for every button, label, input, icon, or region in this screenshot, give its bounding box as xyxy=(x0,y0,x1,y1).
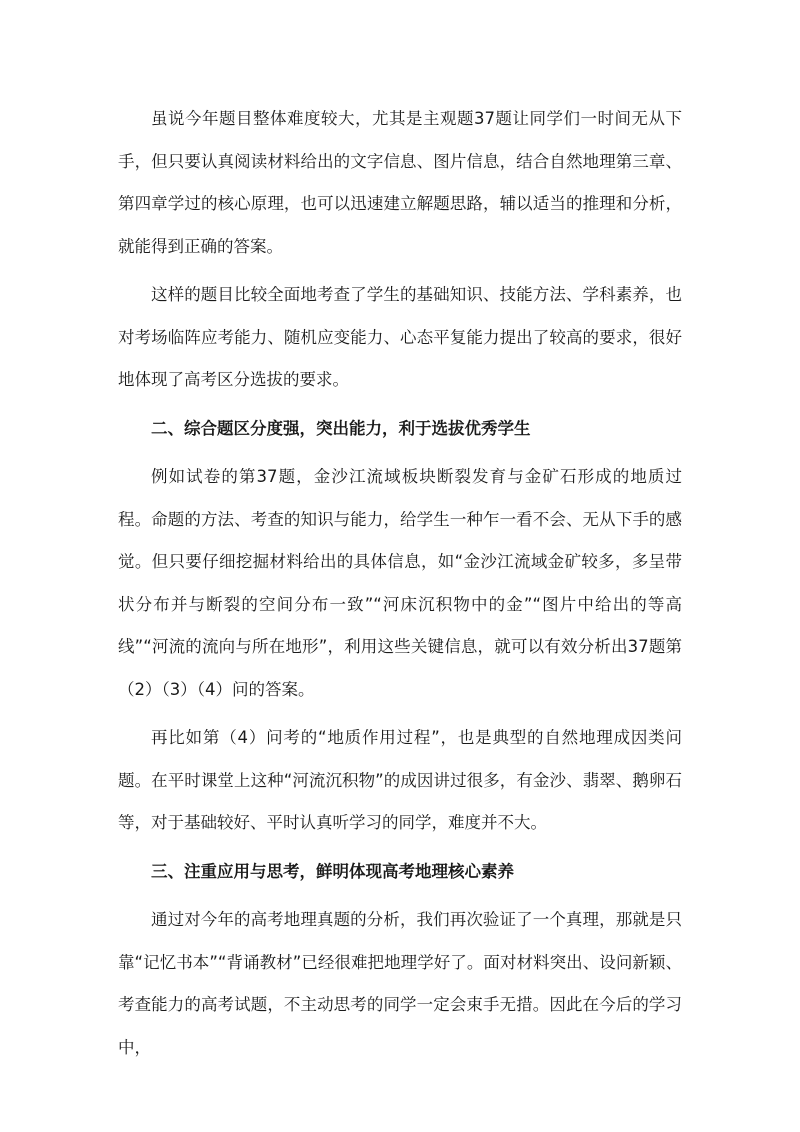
paragraph: 例如试卷的第37题，金沙江流域板块断裂发育与金矿石形成的地质过程。命题的方法、考查的知识与能力，给学生一种乍一看不会、无从下手的感觉。但只要仔细挖掘材料给出的具体信息，如“金沙江流域金矿较多，多呈带状分布并与断裂的空间分布一致”“河床沉积物中的金”“图片中给出的等高线”“河流的流向与所在地形”，利用这些关键信息，就可以有效分析出37题第（2）（3）（4）问的答案。 xyxy=(118,467,682,699)
paragraph: 这样的题目比较全面地考查了学生的基础知识、技能方法、学科素养，也对考场临阵应考能力、随机应变能力、心态平复能力提出了较高的要求，很好地体现了高考区分选拔的要求。 xyxy=(118,285,682,389)
section-heading: 三、注重应用与思考，鲜明体现高考地理核心素养 xyxy=(151,861,514,881)
document-body xyxy=(118,98,682,1075)
paragraph: 再比如第（4）问考的“地质作用过程”，也是典型的自然地理成因类问题。在平时课堂上这种“河流沉积物”的成因讲过很多，有金沙、翡翠、鹅卵石等，对于基础较好、平时认真听学习的同学，难度并不大。 xyxy=(118,728,682,832)
section-heading: 二、综合题区分度强，突出能力，利于选拔优秀学生 xyxy=(151,418,531,438)
paragraph: 虽说今年题目整体难度较大，尤其是主观题37题让同学们一时间无从下手，但只要认真阅读材料给出的文字信息、图片信息，结合自然地理第三章、第四章学过的核心原理，也可以迅速建立解题思路，辅以适当的推理和分析，就能得到正确的答案。 xyxy=(118,109,682,256)
paragraph: 通过对今年的高考地理真题的分析，我们再次验证了一个真理，那就是只靠“记忆书本”“背诵教材”已经很难把地理学好了。面对材料突出、设问新颖、考查能力的高考试题，不主动思考的同学一定会束手无措。因此在今后的学习中， xyxy=(118,910,682,1057)
